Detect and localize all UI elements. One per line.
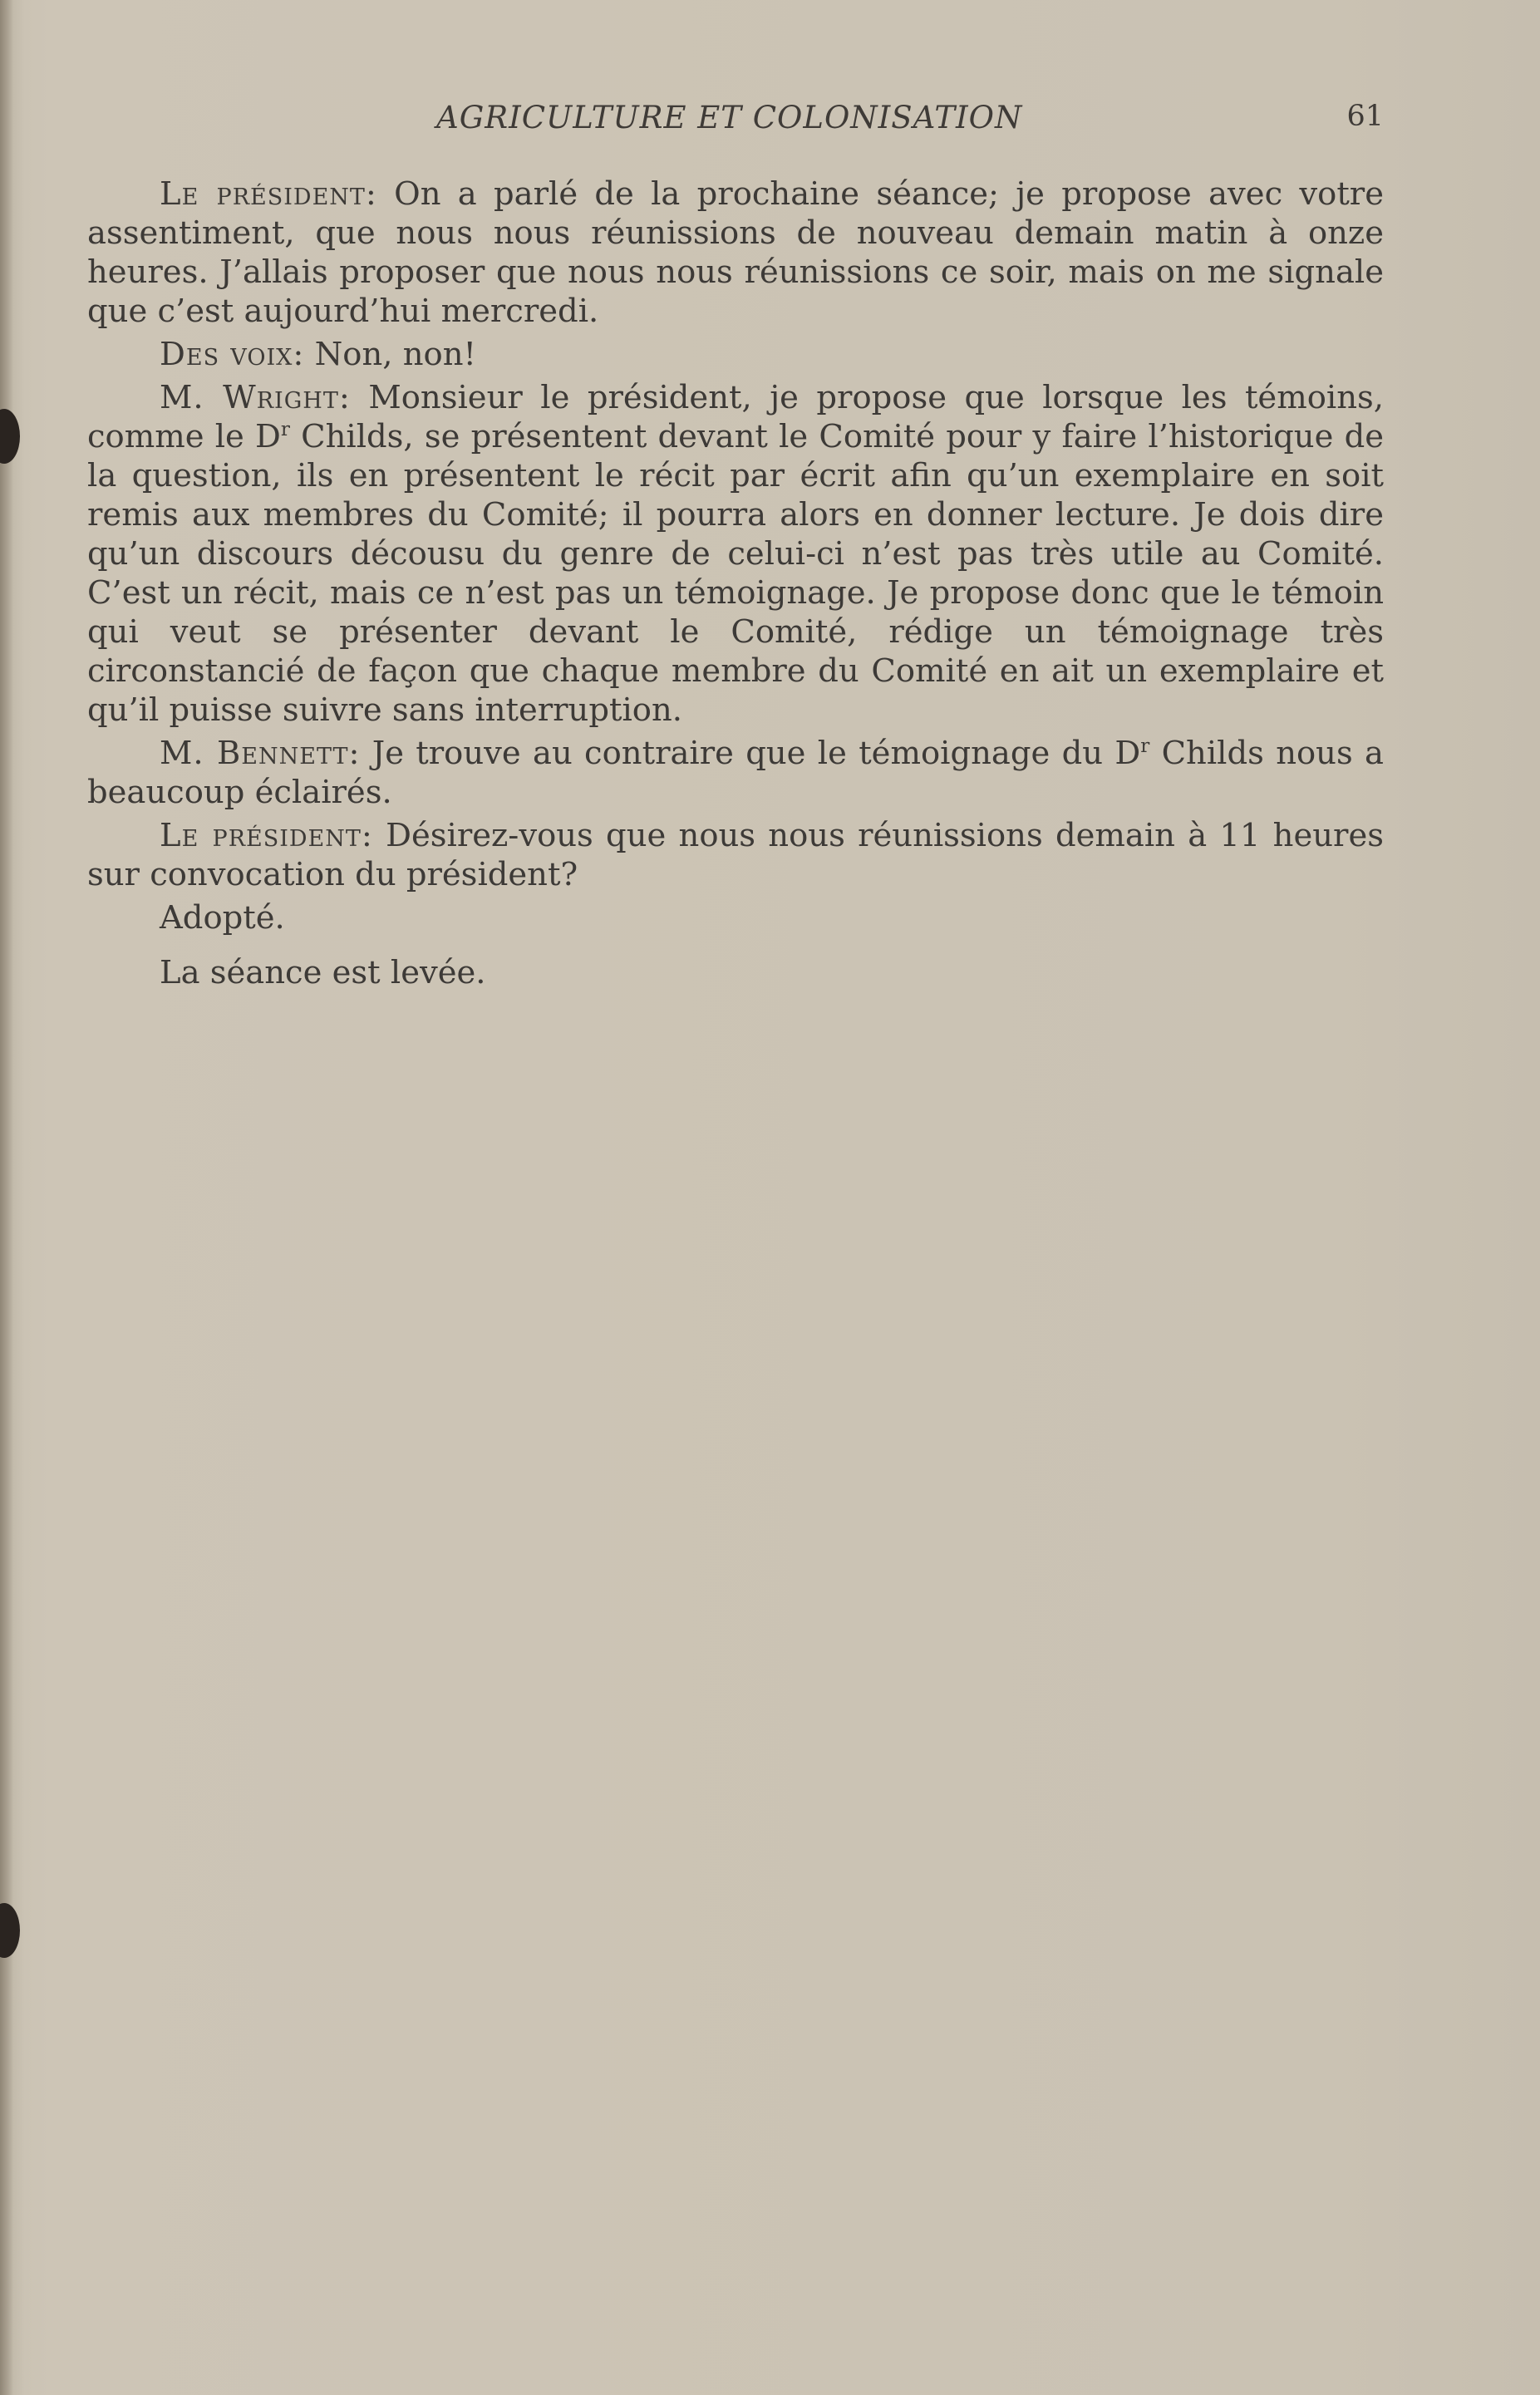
punch-hole-top: [0, 409, 20, 464]
punch-hole-bottom: [0, 1903, 20, 1958]
paragraph-text-continued: Childs, se présentent devant le Comité pour y faire l’historique de la question, ils en présentent le récit par écrit afin qu’un exemplaire en soit remis aux membres du Comité; il pourra alors en donner lecture. Je dois dire qu’un discours décousu du genre de celui-ci n’est pas très utile au Comité. C’est un récit, mais ce n’est pas un témoignage. Je propose donc que le témoin qui veut se présenter devant le Comité, rédige un témoignage très circonstancié de façon que chaque membre du Comité en ait un exemplaire et qu’il puisse suivre sans interruption.: [87, 418, 1384, 729]
speaker-name: M. Wright:: [160, 379, 351, 416]
paragraph-bennett: [87, 734, 1384, 812]
paragraph-president-1: [87, 175, 1384, 331]
paragraph-text: Monsieur le président, je propose que lorsque les témoins, comme le D: [87, 379, 1384, 455]
speaker-name: Le président:: [160, 175, 377, 213]
paragraph-president-2: [87, 816, 1384, 894]
running-title: AGRICULTURE ET COLONISATION: [436, 100, 1023, 135]
page-number: 61: [1346, 100, 1384, 133]
paragraph-adopted: [87, 898, 1384, 937]
paragraph-text: Non, non!: [304, 336, 476, 373]
paragraph-closing: [87, 953, 1384, 992]
paragraph-text: Désirez-vous que nous nous réunissions demain à 11 heures sur convocation du président?: [87, 817, 1384, 893]
paragraph-voices: [87, 335, 1384, 374]
body-text: [87, 175, 1384, 992]
superscript-r: r: [280, 419, 290, 441]
page-spine-shadow: [0, 0, 13, 2395]
speaker-name: Le président:: [160, 817, 373, 854]
paragraph-text: On a parlé de la prochaine séance; je propose avec votre assentiment, que nous nous réunissions de nouveau demain matin à onze heures. J’allais proposer que nous nous réunissions ce soir, mais on me signale que c’est aujourd’hui mercredi.: [87, 175, 1384, 330]
speaker-name: M. Bennett:: [160, 735, 361, 772]
paragraph-wright: [87, 378, 1384, 730]
speaker-name: Des voix:: [160, 336, 305, 373]
paragraph-text: La séance est levée.: [160, 954, 486, 991]
superscript-r: r: [1140, 735, 1150, 758]
running-header: [87, 100, 1384, 141]
paragraph-text: Adopté.: [160, 899, 285, 937]
paragraph-text-continued: Childs nous a beaucoup éclairés.: [87, 735, 1384, 811]
paragraph-text: Je trouve au contraire que le témoignage du D: [360, 735, 1141, 772]
